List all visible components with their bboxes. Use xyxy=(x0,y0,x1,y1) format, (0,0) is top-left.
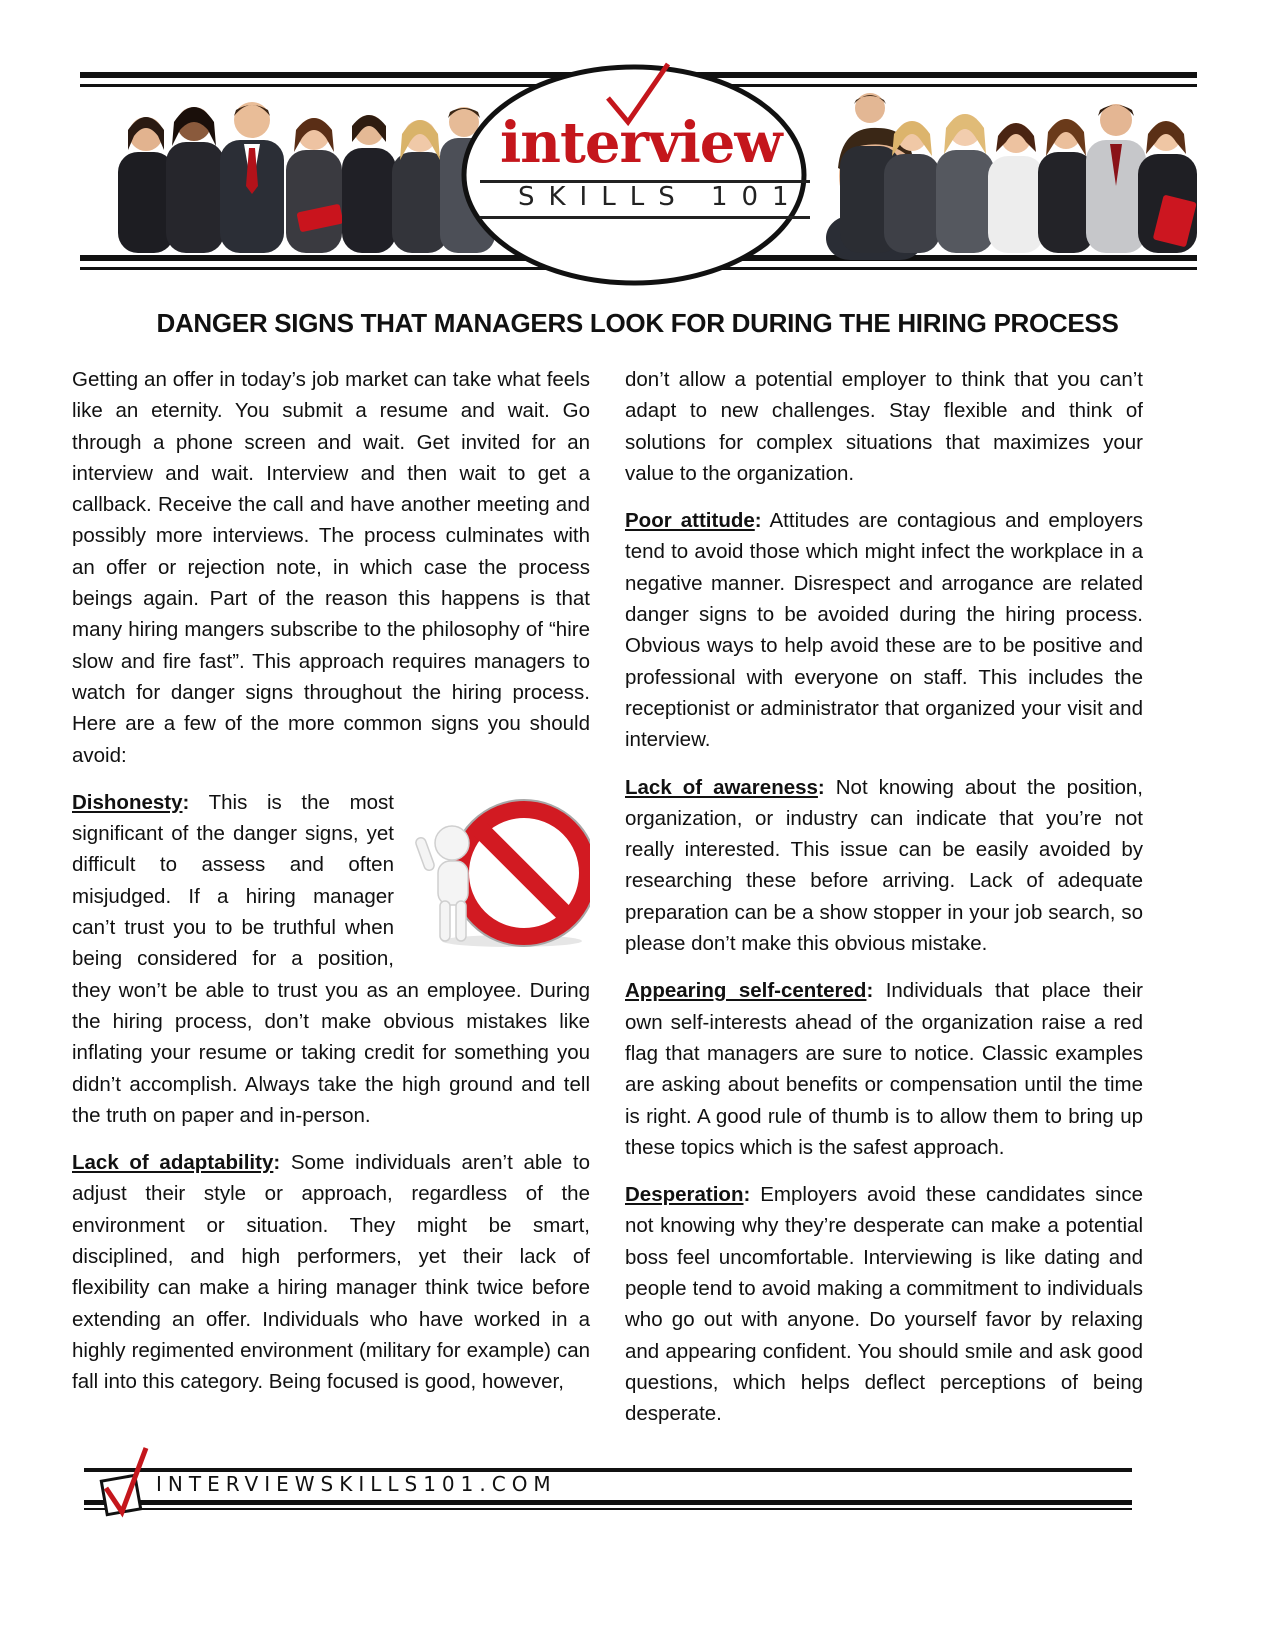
footer-website: INTERVIEWSKILLS101.COM xyxy=(156,1472,557,1496)
section-adaptability: Lack of adaptability: Some individuals aren’t able to adjust their style or approach, regardless of the environment or situation. They might be smart, disciplined, and high performers, yet their lack of flexibility can make a hiring manager think twice before extending an offer. Individuals who have worked in a highly regimented environment (military for example) can fall into this category. Being focused is good, however, xyxy=(72,1151,590,1394)
label-dishonesty: Dishonesty xyxy=(72,790,183,814)
footer-rule-bottom xyxy=(84,1500,1132,1505)
text-self-centered: Individuals that place their own self-interests ahead of the organization raise a red flag that managers are sure to notice. Classic examples are asking about benefits or compensation until the time is right. A good rule of thumb is to allow them to bring up these topics which is the safest approach. xyxy=(625,979,1144,1159)
label-awareness: Lack of awareness xyxy=(625,775,818,799)
text-dishonesty: This is the most significant of the danger signs, yet difficult to assess and often misjudged. If a hiring manager can’t trust you to be truthful when being considered for a position, they won’t be able to trust you as an employee. During the hiring process, don’t make obvious mistakes like inflating your resume or taking credit for something you didn’t accomplish. Always take the high ground and tell the truth on paper and in-person. xyxy=(72,790,590,1127)
logo-wordmark: interview xyxy=(500,110,782,176)
business-people-illustration-left xyxy=(80,90,495,253)
footer-rule-bottom-thin xyxy=(84,1508,1132,1510)
text-awareness: Not knowing about the position, organization, or industry can indicate that you’re not really interested. This issue can be easily avoided by researching these before arriving. Lack of adequate preparation can be a show stopper in your job search, so please don’t make this obvious mistake. xyxy=(625,775,1143,956)
intro-paragraph: Getting an offer in today’s job market can take what feels like an eternity. You submit a resume and wait. Go through a phone screen and wait. Get invited for an interview and wait. Interview and then wait to get a callback. Receive the call and have another meeting and possibly more interviews. The process culminates with an offer or rejection note, in which case the process beings again. Part of the reason this happens is that many hiring mangers subscribe to the philosophy of “hire slow and fire fast”. This approach requires managers to watch for danger signs throughout the hiring process. Here are a few of the more common signs you should avoid: xyxy=(72,368,590,767)
label-desperation: Desperation xyxy=(625,1183,744,1207)
prohibited-sign-icon xyxy=(412,791,590,949)
text-attitude: Attitudes are contagious and employers tend to avoid those which might infect the workplace in a negative manner. Disrespect and arrogance are related danger signs to be avoided during the hiring process. Obvious ways to help avoid these are to be positive and professional with everyone on staff. This includes the receptionist or administrator that organized your visit and interview. xyxy=(625,509,1143,752)
section-adaptability-continued: don’t allow a potential employer to think that you can’t adapt to new challenges. Stay flexible and think of solutions for complex situations that maximizes your value to the organization. xyxy=(625,368,1143,485)
right-column-content xyxy=(625,364,1143,1446)
section-awareness: Lack of awareness: Not knowing about the position, organization, or industry can indicate that you’re not really interested. This issue can be easily avoided by researching these before arriving. Lack of adequate preparation can be a show stopper in your job search, so please don’t make this obvious mistake. xyxy=(625,775,1143,956)
people-group-left-icon xyxy=(80,90,495,253)
business-people-illustration-right xyxy=(840,90,1197,253)
text-adaptability: Some individuals aren’t able to adjust their style or approach, regardless of the environment or situation. They might be smart, disciplined, and high performers, yet their lack of flexibility can make a hiring manager think twice before extending an offer. Individuals who have worked in a highly regimented environment (military for example) can fall into this category. Being focused is good, however, xyxy=(72,1151,590,1394)
checkmark-logo-icon xyxy=(92,1444,152,1524)
text-desperation: Employers avoid these candidates since not knowing why they’re desperate can make a potential boss feel uncomfortable. Interviewing is like dating and people tend to avoid making a commitment to individuals who go out with anyone. Do yourself favor by relaxing and appearing confident. You should smile and ask good questions, which helps deflect perceptions of being desperate. xyxy=(625,1183,1143,1426)
header-banner xyxy=(80,62,1197,294)
section-self-centered: Appearing self-centered: Individuals that place their own self-interests ahead of the organization raise a red flag that managers are sure to notice. Classic examples are asking about benefits or compensation until the time is right. A good rule of thumb is to allow them to bring up these topics which is the safest approach. xyxy=(625,979,1144,1159)
section-dishonesty: Dishonesty: This is the most significant of the danger signs, yet difficult to assess and often misjudged. If a hiring manager can’t trust you to be truthful when being considered for a position, they won’t be able to trust you as an employee. During the hiring process, don’t make obvious mistakes like inflating your resume or taking credit for something you didn’t accomplish. Always take the high ground and tell the truth on paper and in-person. xyxy=(72,787,590,1131)
logo-rule-bottom xyxy=(480,216,810,219)
left-column xyxy=(72,364,590,1414)
people-group-right-icon xyxy=(840,90,1197,253)
label-self-centered: Appearing self-centered xyxy=(625,979,867,1003)
section-desperation: Desperation: Employers avoid these candidates since not knowing why they’re desperate can make a potential boss feel uncomfortable. Interviewing is like dating and people tend to avoid making a commitment to individuals who go out with anyone. Do yourself favor by relaxing and appearing confident. You should smile and ask good questions, which helps deflect perceptions of being desperate. xyxy=(625,1183,1143,1426)
label-adaptability: Lack of adaptability xyxy=(72,1151,274,1175)
logo-subtitle: SKILLS 101 xyxy=(518,182,803,212)
label-attitude: Poor attitude xyxy=(625,509,755,533)
page-footer xyxy=(84,1450,1132,1530)
section-attitude: Poor attitude: Attitudes are contagious and employers tend to avoid those which might infect the workplace in a negative manner. Disrespect and arrogance are related danger signs to be avoided during the hiring process. Obvious ways to help avoid these are to be positive and professional with everyone on staff. This includes the receptionist or administrator that organized your visit and interview. xyxy=(625,509,1143,752)
no-entry-sign-figure xyxy=(412,791,590,949)
page-title: DANGER SIGNS THAT MANAGERS LOOK FOR DURING THE HIRING PROCESS xyxy=(156,308,1119,338)
